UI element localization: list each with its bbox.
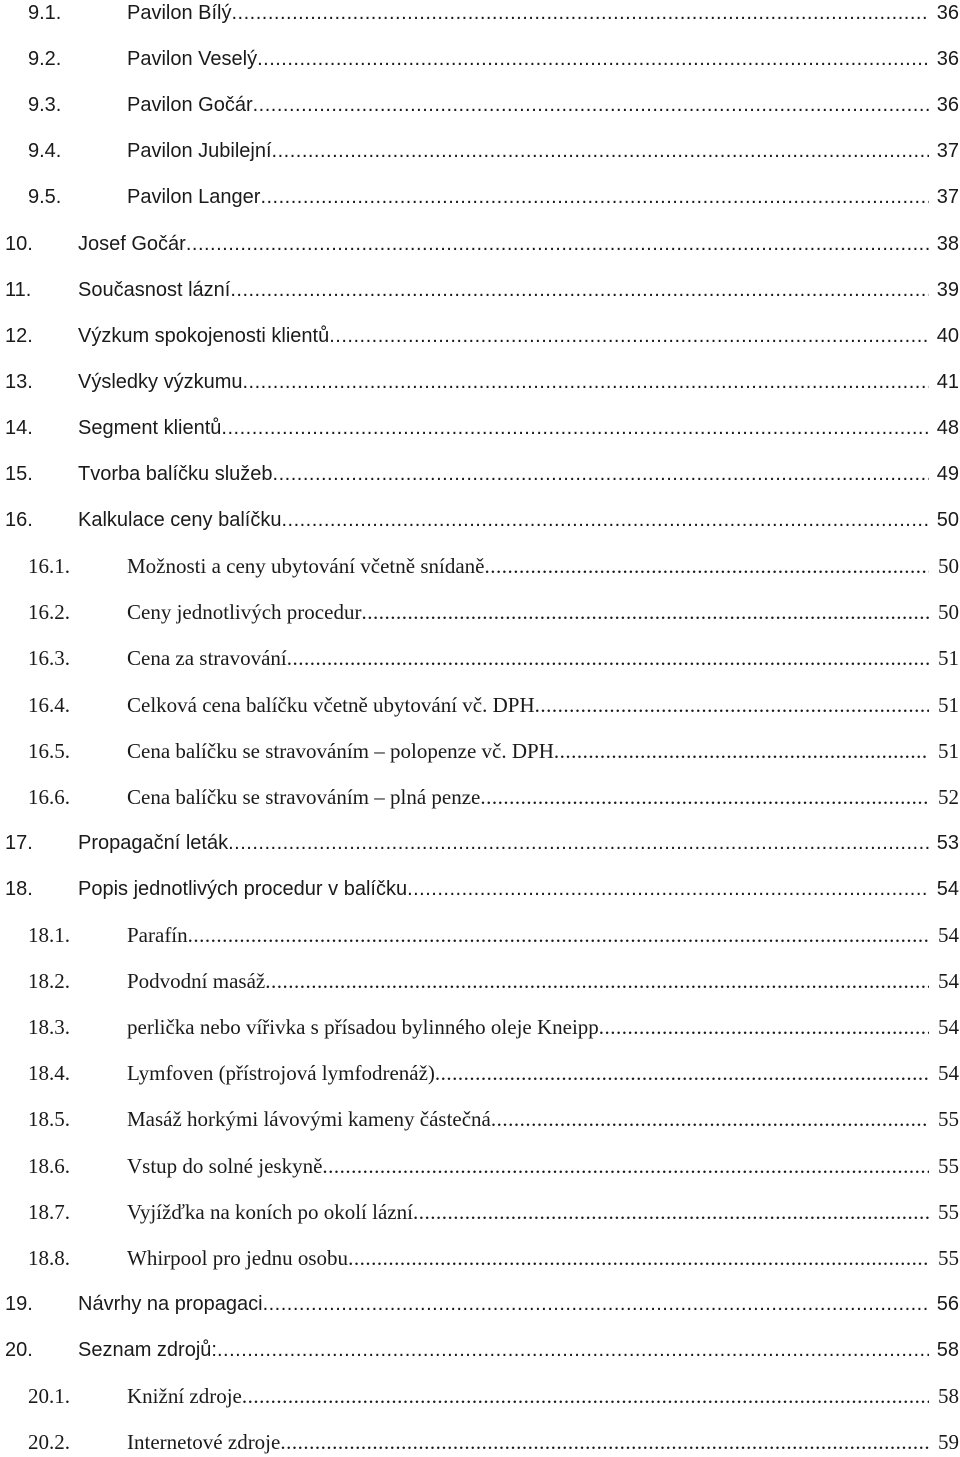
dot-leader	[272, 136, 929, 166]
toc-entry-page-number: 40	[936, 324, 959, 347]
toc-entry-title: Propagační leták	[78, 831, 229, 854]
toc-entry-number: 9.1.	[28, 2, 62, 24]
toc-entry[interactable]	[0, 551, 960, 581]
toc-entry[interactable]	[0, 920, 960, 950]
toc-entry[interactable]	[0, 1104, 960, 1134]
dot-leader	[361, 597, 929, 627]
dot-leader	[287, 643, 929, 673]
toc-entry-title: perlička nebo vířivka s přísadou bylinného oleje Kneipp	[127, 1015, 599, 1040]
toc-entry-number: 16.4.	[28, 692, 70, 717]
toc-entry-number: 18.8.	[28, 1245, 70, 1270]
toc-entry[interactable]	[0, 44, 960, 74]
dot-leader	[281, 505, 929, 535]
toc-entry-page-number: 55	[938, 1199, 959, 1224]
toc-entry-page-number: 56	[936, 1292, 959, 1315]
toc-entry-number: 10.	[5, 232, 33, 255]
toc-entry-page-number: 51	[938, 738, 959, 763]
toc-entry-number: 16.5.	[28, 738, 70, 763]
toc-entry-title: Cena balíčku se stravováním – polopenze vč. DPH	[127, 738, 554, 763]
toc-entry-title: Internetové zdroje	[127, 1430, 281, 1455]
toc-entry-page-number: 59	[938, 1430, 959, 1455]
toc-entry[interactable]	[0, 874, 960, 904]
toc-entry-title: Whirpool pro jednu osobu	[127, 1245, 349, 1270]
toc-entry-title: Celková cena balíčku včetně ubytování vč. DPH	[127, 692, 535, 717]
dot-leader	[242, 1381, 929, 1411]
toc-entry-number: 18.1.	[28, 923, 70, 947]
dot-leader	[273, 459, 929, 489]
toc-entry[interactable]	[0, 229, 960, 259]
toc-entry[interactable]	[0, 459, 960, 489]
toc-entry-page-number: 48	[936, 416, 959, 439]
toc-entry-title: Popis jednotlivých procedur v balíčku	[78, 877, 408, 900]
toc-entry-number: 20.1.	[28, 1384, 70, 1408]
toc-entry-title: Cena za stravování	[127, 646, 287, 671]
toc-entry-number: 16.2.	[28, 600, 70, 625]
toc-entry-page-number: 36	[936, 48, 959, 71]
toc-entry-number: 12.	[5, 324, 33, 347]
dot-leader	[230, 275, 929, 305]
toc-entry-title: Pavilon Veselý	[127, 48, 258, 71]
dot-leader	[329, 321, 929, 351]
toc-entry-title: Tvorba balíčku služeb	[78, 463, 273, 485]
toc-entry-title: Kalkulace ceny balíčku	[78, 509, 282, 532]
toc-entry-page-number: 55	[938, 1245, 959, 1270]
dot-leader	[535, 690, 929, 720]
toc-entry[interactable]	[0, 0, 960, 28]
toc-entry[interactable]	[0, 505, 960, 535]
dot-leader	[348, 1243, 929, 1273]
toc-entry-page-number: 50	[938, 554, 959, 579]
toc-entry-page-number: 51	[938, 646, 959, 671]
toc-entry[interactable]	[0, 413, 960, 443]
toc-entry-title: Současnost lázní	[78, 278, 231, 301]
toc-entry-page-number: 54	[938, 969, 959, 994]
toc-entry[interactable]	[0, 321, 960, 351]
toc-entry[interactable]	[0, 1335, 960, 1365]
dot-leader	[232, 0, 930, 28]
dot-leader	[243, 367, 930, 397]
toc-entry-number: 9.2.	[28, 48, 62, 71]
toc-entry-number: 16.3.	[28, 646, 70, 671]
toc-entry-title: Vyjížďka na koních po okolí lázní	[127, 1199, 413, 1224]
toc-entry[interactable]	[0, 828, 960, 858]
toc-entry-title: Pavilon Jubilejní	[127, 140, 272, 163]
toc-entry[interactable]	[0, 367, 960, 397]
toc-entry-page-number: 36	[936, 2, 959, 24]
dot-leader	[263, 1289, 929, 1319]
toc-entry-title: Parafín	[127, 923, 188, 947]
toc-entry-number: 16.1.	[28, 554, 70, 579]
toc-entry-page-number: 41	[936, 370, 959, 393]
toc-entry[interactable]	[0, 1197, 960, 1227]
toc-entry-title: Seznam zdrojů:	[78, 1338, 217, 1361]
dot-leader	[188, 920, 929, 950]
dot-leader	[407, 874, 929, 904]
toc-entry-page-number: 50	[938, 600, 959, 625]
dot-leader	[265, 966, 929, 996]
toc-entry[interactable]	[0, 182, 960, 212]
toc-entry-title: Pavilon Bílý	[127, 2, 232, 24]
toc-entry[interactable]	[0, 90, 960, 120]
toc-entry-title: Segment klientů	[78, 416, 222, 439]
toc-entry-number: 9.3.	[28, 94, 62, 117]
dot-leader	[491, 1104, 929, 1134]
toc-entry-page-number: 51	[938, 692, 959, 717]
toc-entry-page-number: 55	[938, 1107, 959, 1132]
dot-leader	[599, 1012, 929, 1042]
toc-entry-number: 16.6.	[28, 784, 70, 809]
dot-leader	[413, 1197, 929, 1227]
toc-entry-number: 18.3.	[28, 1015, 70, 1040]
toc-entry[interactable]	[0, 597, 960, 627]
dot-leader	[480, 782, 929, 812]
dot-leader	[221, 413, 929, 443]
toc-entry-page-number: 39	[936, 278, 959, 301]
toc-entry-title: Návrhy na propagaci	[78, 1292, 263, 1315]
dot-leader	[253, 90, 929, 120]
toc-entry-page-number: 54	[938, 1061, 959, 1086]
toc-entry[interactable]	[0, 643, 960, 673]
toc-entry-page-number: 54	[938, 923, 959, 947]
toc-entry[interactable]	[0, 275, 960, 305]
toc-entry[interactable]	[0, 1243, 960, 1273]
toc-entry[interactable]	[0, 1012, 960, 1042]
toc-entry-title: Lymfoven (přístrojová lymfodrenáž)	[127, 1061, 435, 1086]
toc-entry-number: 17.	[5, 831, 33, 854]
toc-entry-number: 11.	[5, 278, 32, 301]
dot-leader	[554, 736, 929, 766]
toc-entry-number: 15.	[5, 463, 33, 485]
toc-entry-page-number: 54	[938, 1015, 959, 1040]
toc-entry[interactable]	[0, 1058, 960, 1088]
toc-entry-page-number: 37	[936, 186, 959, 209]
toc-entry-page-number: 49	[936, 463, 959, 485]
toc-entry-number: 18.2.	[28, 969, 70, 994]
toc-entry[interactable]	[0, 136, 960, 166]
toc-entry-title: Cena balíčku se stravováním – plná penze	[127, 784, 481, 809]
toc-entry-page-number: 55	[938, 1153, 959, 1178]
dot-leader	[257, 44, 929, 74]
toc-entry-title: Masáž horkými lávovými kameny částečná	[127, 1107, 491, 1132]
toc-entry-title: Pavilon Langer	[127, 186, 261, 209]
dot-leader	[322, 1151, 929, 1181]
toc-entry-title: Výzkum spokojenosti klientů	[78, 324, 330, 347]
toc-entry-number: 18.5.	[28, 1107, 70, 1132]
dot-leader	[260, 182, 929, 212]
dot-leader	[435, 1058, 929, 1088]
toc-entry[interactable]	[0, 966, 960, 996]
toc-entry-page-number: 58	[938, 1384, 959, 1408]
toc-entry-page-number: 54	[936, 877, 959, 900]
dot-leader	[228, 828, 929, 858]
toc-entry-number: 18.4.	[28, 1061, 70, 1086]
toc-entry-title: Podvodní masáž	[127, 969, 266, 994]
toc-entry-page-number: 50	[936, 509, 959, 532]
toc-entry-number: 14.	[5, 416, 33, 439]
toc-entry-page-number: 36	[936, 94, 959, 117]
toc-entry-title: Ceny jednotlivých procedur	[127, 600, 362, 625]
toc-entry[interactable]	[0, 690, 960, 720]
toc-entry[interactable]	[0, 1381, 960, 1411]
toc-entry[interactable]	[0, 1151, 960, 1181]
toc-entry-number: 20.2.	[28, 1430, 70, 1455]
dot-leader	[484, 551, 929, 581]
toc-entry-title: Josef Gočár	[78, 232, 186, 255]
toc-entry-page-number: 53	[936, 831, 959, 854]
toc-entry-number: 9.4.	[28, 140, 62, 163]
toc-entry-title: Knižní zdroje	[127, 1384, 242, 1408]
toc-entry-title: Možnosti a ceny ubytování včetně snídaně	[127, 554, 485, 579]
toc-entry-number: 18.7.	[28, 1199, 70, 1224]
toc-entry-title: Výsledky výzkumu	[78, 370, 243, 393]
toc-entry[interactable]	[0, 736, 960, 766]
toc-entry-title: Pavilon Gočár	[127, 94, 253, 117]
toc-entry[interactable]	[0, 1289, 960, 1319]
toc-entry-number: 18.6.	[28, 1153, 70, 1178]
toc-entry-page-number: 52	[938, 784, 959, 809]
toc-entry-number: 9.5.	[28, 186, 62, 209]
toc-entry-number: 16.	[5, 509, 33, 532]
dot-leader	[217, 1335, 929, 1365]
toc-entry[interactable]	[0, 782, 960, 812]
toc-entry-title: Vstup do solné jeskyně	[127, 1153, 323, 1178]
dot-leader	[186, 229, 929, 259]
toc-entry-page-number: 38	[936, 232, 959, 255]
toc-entry-number: 13.	[5, 370, 33, 393]
toc-entry-number: 18.	[5, 877, 33, 900]
toc-entry-number: 20.	[5, 1338, 33, 1361]
toc-entry-page-number: 37	[936, 140, 959, 163]
toc-entry-number: 19.	[5, 1292, 33, 1315]
toc-entry-page-number: 58	[936, 1338, 959, 1361]
